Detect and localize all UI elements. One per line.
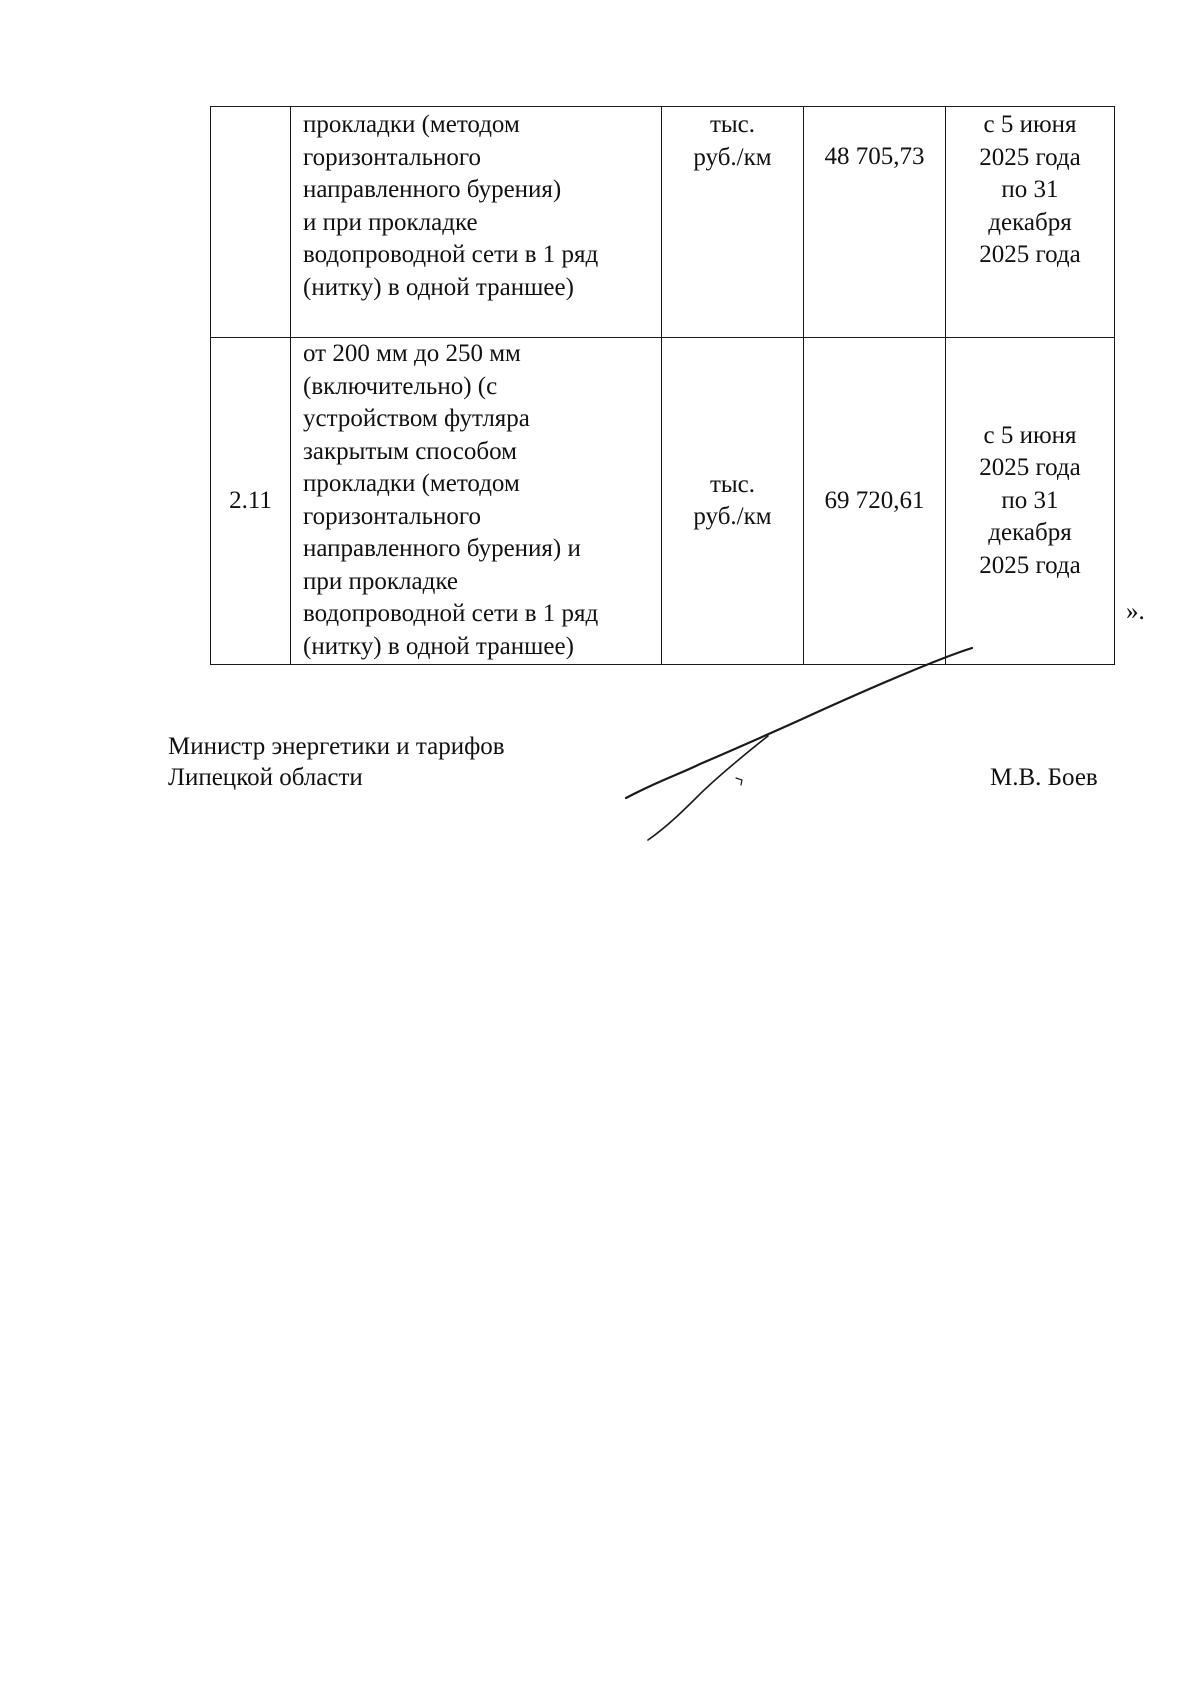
description-line: при прокладке — [303, 567, 458, 595]
table-row — [211, 107, 1115, 338]
value-cell: 69 720,61 — [804, 338, 946, 665]
signatory-position — [168, 731, 505, 793]
row-number-cell: 2.11 — [211, 338, 291, 665]
closing-quote-mark: ». — [1126, 598, 1145, 625]
period-line: 2025 года — [979, 241, 1081, 268]
period-line: с 5 июня — [983, 111, 1077, 138]
description-line: водопроводной сети в 1 ряд — [303, 241, 599, 268]
description-line: (включительно) (с — [303, 372, 498, 400]
position-line: Липецкой области — [168, 764, 363, 791]
table-row — [211, 338, 1115, 665]
description-line: направленного бурения) и — [303, 535, 581, 562]
unit-line: тыс. — [709, 111, 756, 138]
row-number-cell — [211, 107, 291, 338]
period-cell — [946, 107, 1115, 338]
period-line: декабря — [988, 519, 1072, 547]
description-line: прокладки (методом — [303, 111, 520, 138]
position-line: Министр энергетики и тарифов — [168, 733, 505, 760]
unit-cell — [662, 338, 804, 665]
description-line: горизонтального — [303, 502, 482, 530]
period-line: 2025 года — [979, 454, 1081, 482]
unit-line: тыс. — [709, 470, 756, 498]
period-line: с 5 июня — [983, 421, 1077, 449]
signatory-name: М.В. Боев — [990, 764, 1098, 791]
unit-line: руб./км — [693, 503, 772, 530]
description-cell — [291, 338, 662, 665]
description-line: закрытым способом — [303, 437, 517, 465]
tariff-table — [210, 106, 1115, 665]
period-line: 2025 года — [979, 143, 1081, 171]
description-line: устройством футляра — [303, 405, 530, 432]
description-line: и при прокладке — [303, 208, 478, 236]
description-line: прокладки (методом — [303, 470, 520, 497]
signature-stroke — [736, 778, 742, 785]
description-line: направленного бурения) — [303, 176, 562, 203]
unit-line: руб./км — [693, 143, 772, 171]
handwritten-signature — [620, 640, 980, 850]
period-line: по 31 — [1001, 486, 1059, 514]
signature-stroke — [626, 648, 972, 798]
description-line: (нитку) в одной траншее) — [303, 632, 574, 660]
unit-cell — [662, 107, 804, 338]
period-cell — [946, 338, 1115, 665]
description-line: (нитку) в одной траншее) — [303, 273, 574, 301]
period-line: декабря — [988, 208, 1072, 236]
signature-stroke — [648, 736, 768, 840]
description-line: горизонтального — [303, 143, 482, 171]
period-line: по 31 — [1001, 176, 1059, 203]
value-cell: 48 705,73 — [804, 107, 946, 338]
period-line: 2025 года — [979, 551, 1081, 579]
description-cell — [291, 107, 662, 338]
description-line: от 200 мм до 250 мм — [303, 340, 521, 367]
description-line: водопроводной сети в 1 ряд — [303, 600, 599, 627]
